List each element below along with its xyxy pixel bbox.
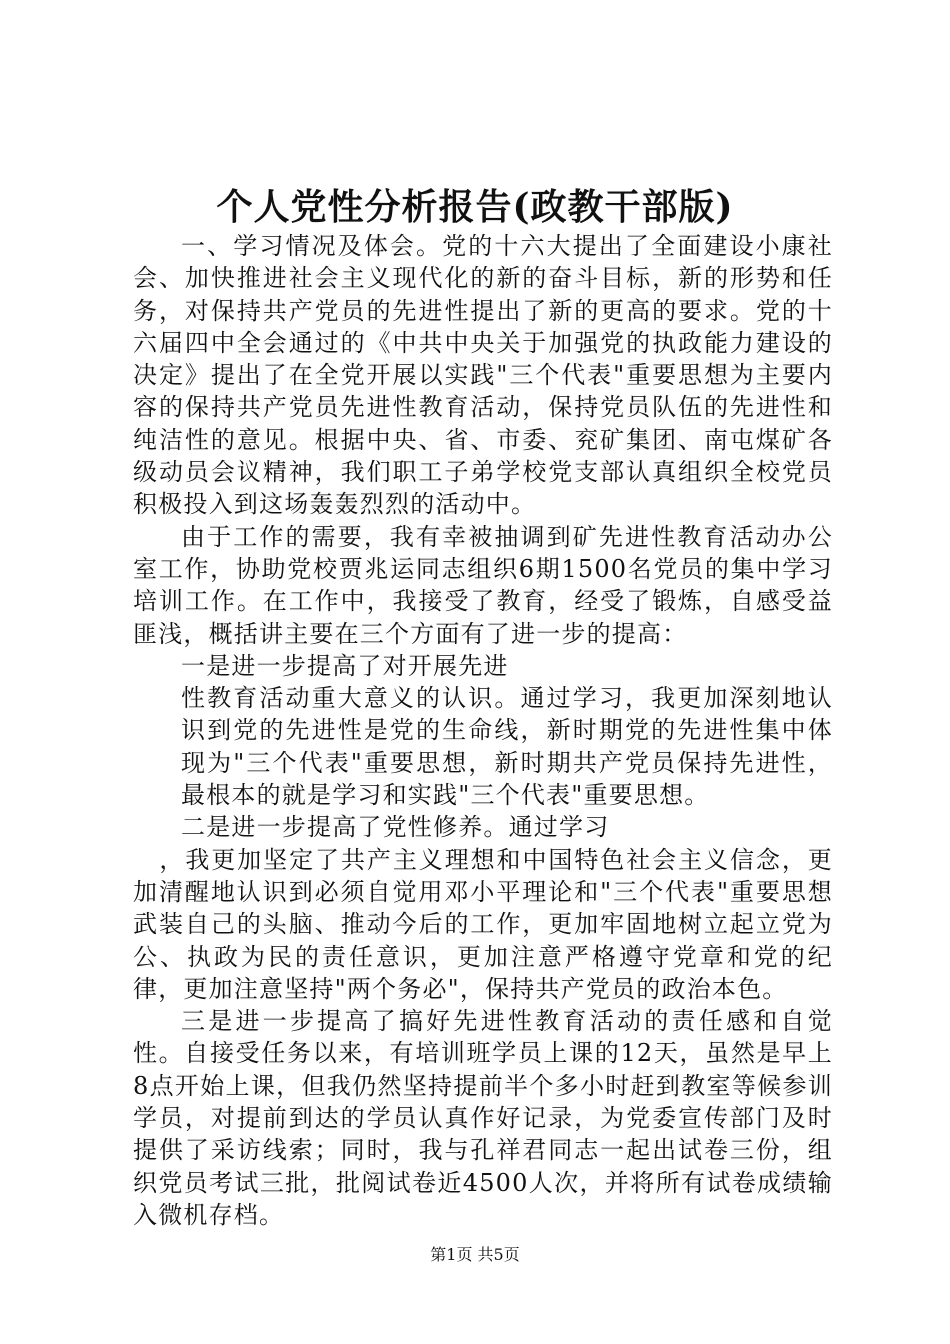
paragraph-point-one-body: 性教育活动重大意义的认识。通过学习，我更加深刻地认识到党的先进性是党的生命线，新时期党的先进性集中体现为"三个代表"重要思想，新时期共产党员保持先进性，最根本的就是学习和实践"三个代表"重要思想。 xyxy=(181,684,833,810)
document-body xyxy=(133,230,833,1231)
paragraph-work-assignment: 由于工作的需要，我有幸被抽调到矿先进性教育活动办公室工作，协助党校贾兆运同志组织6期1500名党员的集中学习培训工作。在工作中，我接受了教育，经受了锻炼，自感受益匪浅，概括讲主要在三个方面有了进一步的提高： xyxy=(133,522,833,648)
paragraph-point-one-heading: 一是进一步提高了对开展先进 xyxy=(181,651,509,680)
paragraph-point-three: 三是进一步提高了搞好先进性教育活动的责任感和自觉性。自接受任务以来，有培训班学员上课的12天，虽然是早上8点开始上课，但我仍然坚持提前半个多小时赶到教室等候参训学员，对提前到达的学员认真作好记录，为党委宣传部门及时提供了采访线索；同时，我与孔祥君同志一起出试卷三份，组织党员考试三批，批阅试卷近4500人次，并将所有试卷成绩输入微机存档。 xyxy=(133,1007,833,1229)
paragraph-study-situation: 一、学习情况及体会。党的十六大提出了全面建设小康社会、加快推进社会主义现代化的新的奋斗目标，新的形势和任务，对保持共产党员的先进性提出了新的更高的要求。党的十六届四中全会通过的《中共中央关于加强党的执政能力建设的决定》提出了在全党开展以实践"三个代表"重要思想为主要内容的保持共产党员先进性教育活动，保持党员队伍的先进性和纯洁性的意见。根据中央、省、市委、兖矿集团、南屯煤矿各级动员会议精神，我们职工子弟学校党支部认真组织全校党员积极投入到这场轰轰烈烈的活动中。 xyxy=(133,232,833,519)
document-title: 个人党性分析报告(政教干部版) xyxy=(216,186,734,228)
paragraph-point-two-heading: 二是进一步提高了党性修养。通过学习 xyxy=(181,813,610,842)
paragraph-point-two-body: ，我更加坚定了共产主义理想和中国特色社会主义信念，更加清醒地认识到必须自觉用邓小平理论和"三个代表"重要思想武装自己的头脑、推动今后的工作，更加牢固地树立起立党为公、执政为民的责任意识，更加注意严格遵守党章和党的纪律，更加注意坚持"两个务必"，保持共产党员的政治本色。 xyxy=(133,845,833,1003)
page-number-footer: 第1页 共5页 xyxy=(430,1245,520,1264)
